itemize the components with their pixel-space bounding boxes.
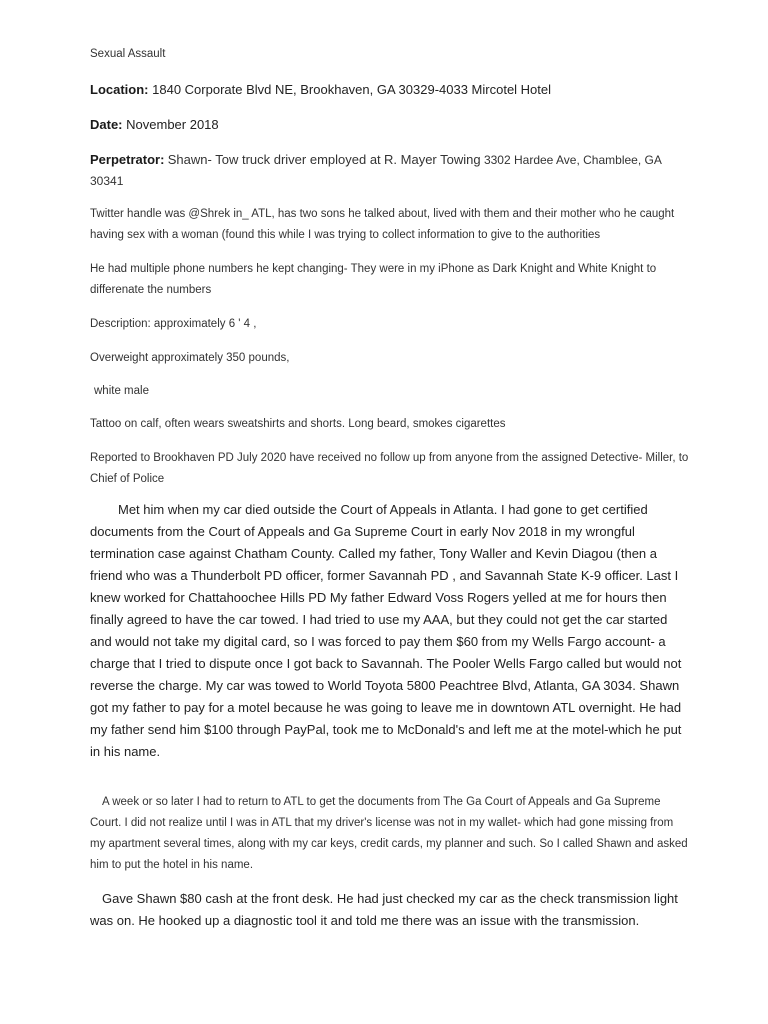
- narrative-paragraph-1: Met him when my car died outside the Court of Appeals in Atlanta. I had gone to get certified documents from the Court of Appeals and Ga Supreme Court in early Nov 2018 in my wrongful termination case against Chatham County. Called my father, Tony Waller and Kevin Diagou (then a friend who was a Thunderbolt PD officer, former Savannah PD , and Savannah State K-9 officer. Last I knew worked for Chattahoochee Hills PD My father Edward Voss Rogers yelled at me for hours then finally agreed to have the car towed. I had tried to use my AAA, but they could not get the car started and would not take my digital card, so I was forced to pay them $60 from my Wells Fargo account- a charge that I tried to dispute once I got back to Savannah. The Pooler Wells Fargo called but would not reverse the charge. My car was towed to World Toyota 5800 Peachtree Blvd, Atlanta, GA 3034. Shawn got my father to pay for a motel because he was going to leave me in downtown ATL overnight. He had my father send him $100 through PayPal, took me to McDonald's and left me at the motel-which he put in his name.: [90, 502, 682, 759]
- perpetrator-address: 3302 Hardee Ave, Chamblee, GA 30341: [90, 153, 662, 188]
- race-line: white male: [94, 385, 149, 397]
- perpetrator-company: R. Mayer Towing: [384, 152, 481, 167]
- weight-line: Overweight approximately 350 pounds,: [90, 352, 290, 364]
- twitter-paragraph: Twitter handle was @Shrek in_ ATL, has two sons he talked about, lived with them and their mother who he caught having sex with a woman (found this while I was trying to collect information to give to the authorities: [90, 208, 675, 241]
- reported-paragraph: Reported to Brookhaven PD July 2020 have received no follow up from anyone from the assigned Detective- Miller, to Chief of Police: [90, 452, 689, 485]
- perpetrator-label: Perpetrator:: [90, 152, 165, 167]
- location-line: [90, 79, 690, 101]
- description-line: Description: approximately 6 ' 4 ,: [90, 318, 257, 330]
- date-label: Date:: [90, 117, 123, 132]
- perpetrator-line: [90, 149, 690, 192]
- phones-paragraph: He had multiple phone numbers he kept changing- They were in my iPhone as Dark Knight and White Knight to differenate the numbers: [90, 263, 657, 296]
- narrative-paragraph-3: Gave Shawn $80 cash at the front desk. He had just checked my car as the check transmission light was on. He hooked up a diagnostic tool it and told me there was an issue with the transmission.: [90, 891, 678, 928]
- perpetrator-name: Shawn- Tow truck driver employed at: [167, 152, 381, 167]
- tattoo-line: Tattoo on calf, often wears sweatshirts and shorts. Long beard, smokes cigarettes: [90, 418, 506, 430]
- document-heading: Sexual Assault: [90, 48, 166, 60]
- narrative-paragraph-2: A week or so later I had to return to ATL to get the documents from The Ga Court of Appeals and Ga Supreme Court. I did not realize until I was in ATL that my driver's license was not in my wallet- which had gone missing from my apartment several times, along with my car keys, credit cards, my planner and such. So I called Shawn and asked him to put the hotel in his name.: [90, 796, 688, 871]
- location-label: Location:: [90, 82, 149, 97]
- location-value: 1840 Corporate Blvd NE, Brookhaven, GA 30329-4033 Mircotel Hotel: [152, 82, 552, 97]
- date-value: November 2018: [126, 117, 219, 132]
- date-line: [90, 114, 690, 136]
